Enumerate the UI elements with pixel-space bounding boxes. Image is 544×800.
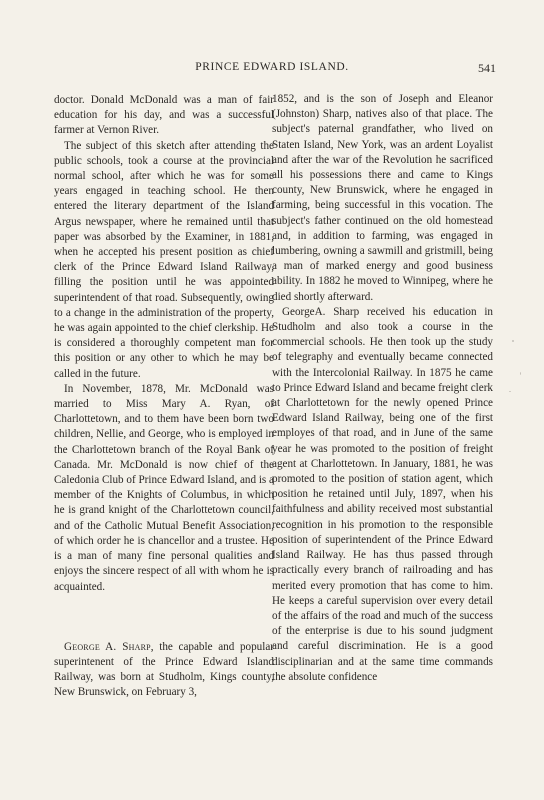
left-paragraph-4 (54, 640, 274, 701)
left-paragraph-1: doctor. Donald McDonald was a man of fair education for his day, and was a successful farmer at Vernon River. (54, 94, 274, 137)
right-paragraph-1: 1852, and is the son of Joseph and Eleanor (Johnston) Sharp, natives also of that place. The subject's paternal grandfather, who lived on Staten Island, New York, was an ardent Loyalist and after the war of the Revolution he sacrificed all his possessions there and came to Kings county, New Brunswick, where he engaged in farming, being successful in this vocation. The subject's father continued on the old homestead and, in addition to farming, was engaged in lumbering, owning a sawmill and gristmill, being a man of marked energy and good business ability. In 1882 he moved to Winnipeg, where he died shortly afterward. (272, 93, 493, 303)
left-paragraph-3: In November, 1878, Mr. McDonald was married to Miss Mary A. Ryan, of Charlottetown, and to them have been born two children, Nellie, and George, who is employed in the Charlottetown branch of the Royal Bank of Canada. Mr. McDonald is now chief of the Caledonia Club of Prince Edward Island, and is a member of the Knights of Columbus, in which he is grand knight of the Charlottetown council, and of the Catholic Mutual Benefit Association, of which order he is chancellor and a trustee. He is a man of many fine personal qualities and enjoys the sincere respect of all with whom he is acquainted. (54, 382, 274, 593)
left-paragraph-4-text: , the capable and popular superintenent of the Prince Edward Island Railway, was born at Studholm, Kings county, New Brunswick, on February 3, (54, 640, 274, 699)
left-paragraph-2: The subject of this sketch after attending the public schools, took a course at the provincial normal school, after which he was for some years engaged in teaching school. He then entered the literary department of the Island Argus newspaper, where he remained until that paper was absorbed by the Examiner, in 1881, when he accepted his present position as chief clerk of the Prince Edward Island Railway, filling the position until he was appointed superintendent of that road. Subsequently, owing to a change in the administration of the property, he was again appointed to the chief clerkship. He is considered a thoroughly competent man for this position or any other to which he may be called in the future. (54, 139, 274, 380)
running-title: PRINCE EDWARD ISLAND. (195, 61, 349, 73)
paper-fleck (512, 340, 514, 342)
right-column (272, 92, 493, 685)
page-number: 541 (478, 61, 496, 75)
paper-fleck (520, 372, 521, 375)
paper-fleck (62, 253, 64, 255)
paper-fleck (509, 391, 511, 392)
subject-name: George A. Sharp (64, 640, 151, 653)
right-paragraph-2: GeorgeA. Sharp received his education in Studholm and also took a course in the commercial schools. He then took up the study of telegraphy and eventually became connected with the Intercolonial Railway. In 1875 he came to Prince Edward Island and became freight clerk at Charlottetown for the newly opened Prince Edward Island Railway, being one of the first employes of that road, and in June of the same year he was promoted to the position of freight agent at Charlottetown. In January, 1881, he was promoted to the position of station agent, which position he retained until July, 1897, when his faithfulness and ability received most substantial recognition in his promotion to the responsible position of superintendent of the Prince Edward Island Railway. He has thus passed through practically every branch of railroading and has merited every promotion that has come to him. He keeps a careful supervision over every detail of the affairs of the road and much of the success of the enterprise is due to his sound judgment and careful discrimination. He is a good disciplinarian and at the same time commands the absolute confidence (272, 305, 493, 683)
left-column (54, 93, 274, 701)
